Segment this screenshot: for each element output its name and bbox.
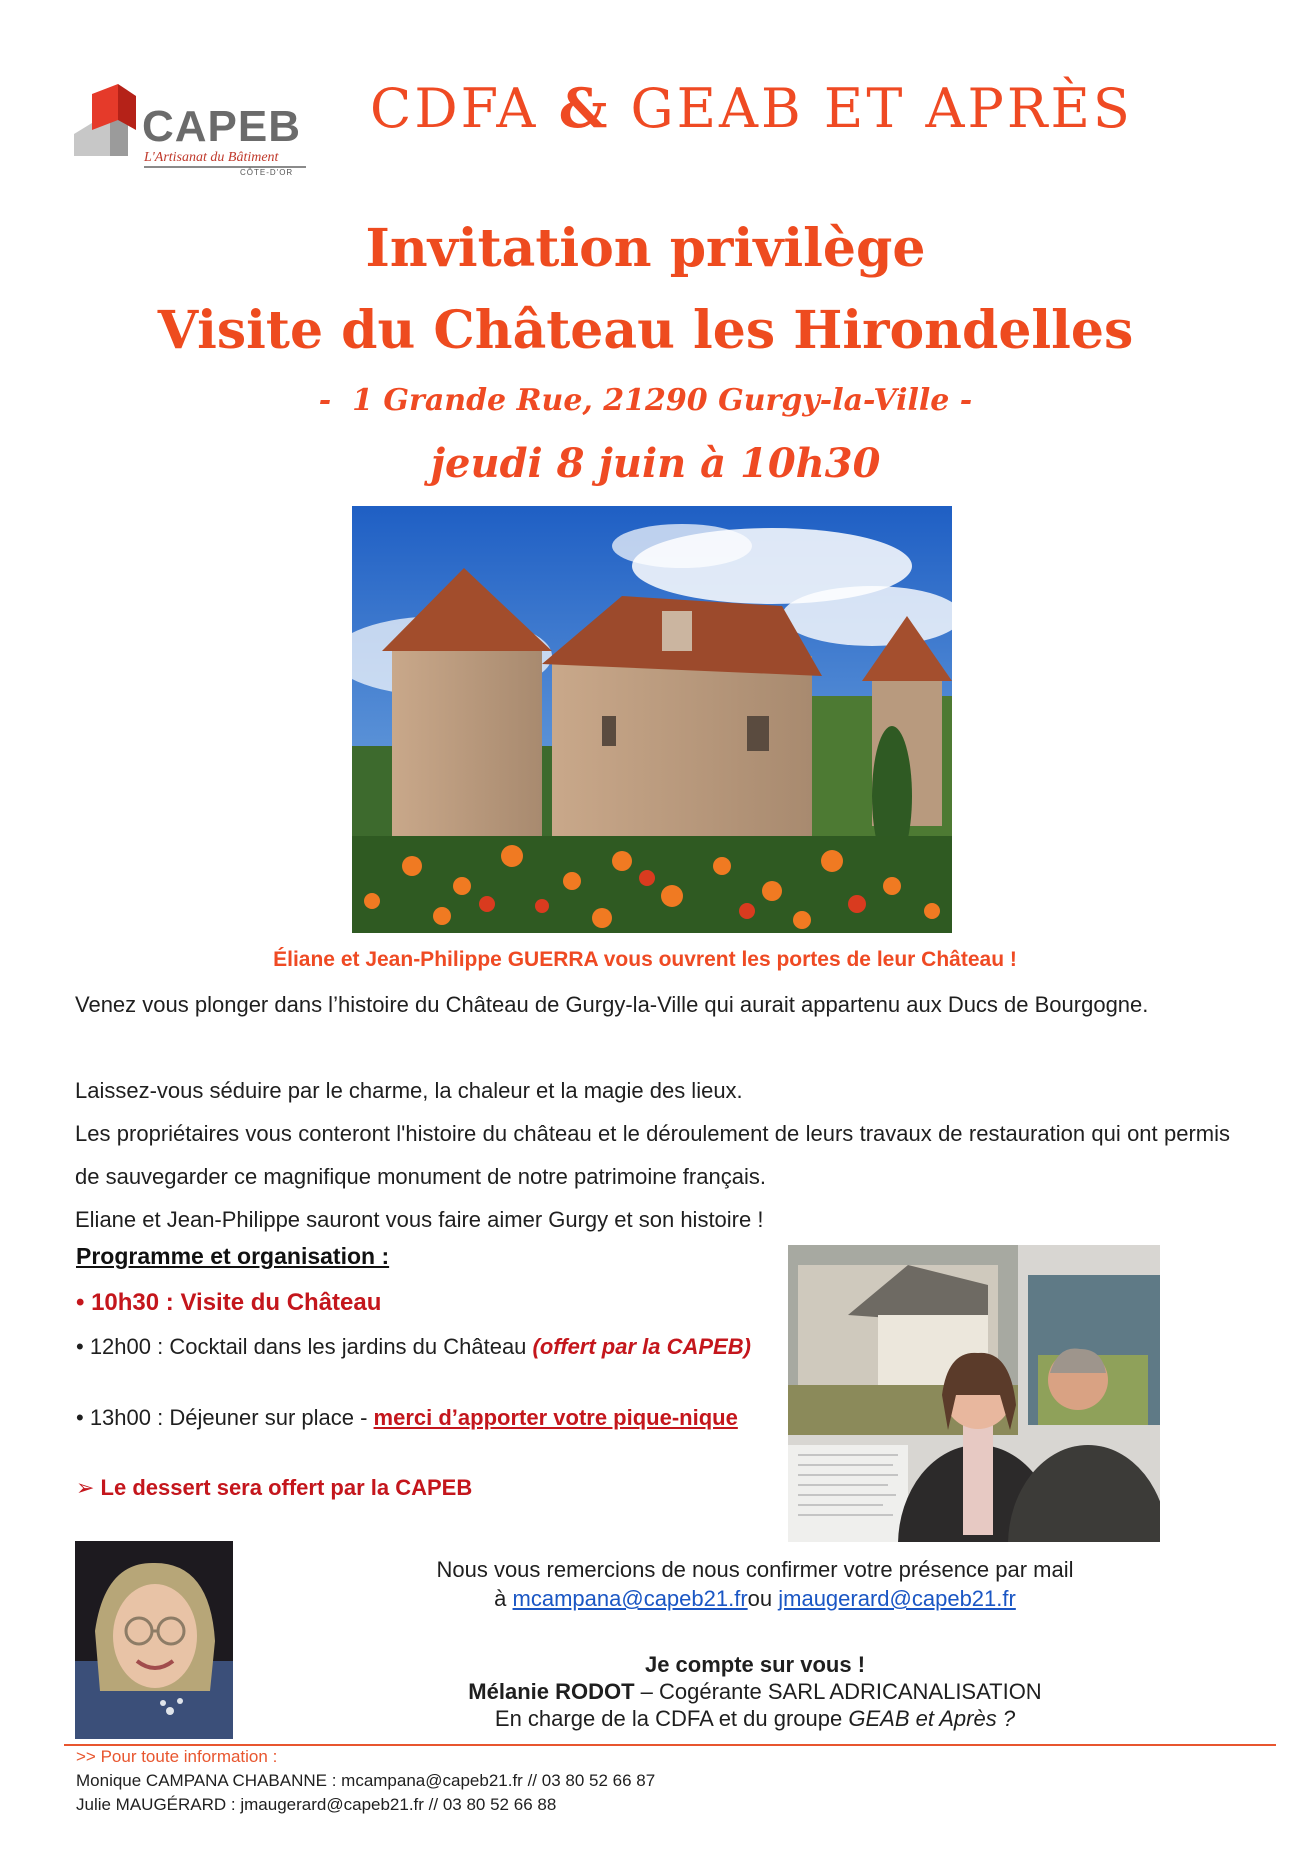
program-item-visit: • 10h30 : Visite du Château [76,1289,382,1316]
capeb-logo [70,84,300,184]
organizer-illustration [75,1541,233,1739]
paragraph-charm: Laissez-vous séduire par le charme, la chaleur et la magie des lieux. [75,1078,743,1103]
program-item-lunch-note: merci d’apporter votre pique-nique [373,1405,738,1430]
header-title [370,76,1250,156]
email-link-campana[interactable]: mcampana@capeb21.fr [512,1586,748,1611]
header-title-amp: & [558,76,611,140]
header-title-right: GEAB ET APRÈS [610,77,1133,140]
chateau-illustration [352,506,952,933]
program-item-cocktail [76,1332,766,1362]
header-title-left: CDFA [370,77,559,140]
event-date: jeudi 8 juin à 10h30 [430,440,881,487]
program-item-cocktail-text: • 12h00 : Cocktail dans les jardins du Château [76,1334,533,1359]
confirm-emails [320,1586,1190,1612]
email-link-maugerard[interactable]: jmaugerard@capeb21.fr [778,1586,1016,1611]
program-title: Programme et organisation : [76,1243,390,1269]
owners-photo [788,1245,1160,1542]
organizer-photo [75,1541,233,1739]
logo-tagline: L'Artisanat du Bâtiment [144,150,279,165]
confirm-prefix: à [494,1586,513,1611]
confirm-or: ou [747,1586,779,1611]
program-item-lunch-text: • 13h00 : Déjeuner sur place - [76,1405,374,1430]
logo-region: CÔTE-D'OR [240,168,294,177]
paragraph-history: Venez vous plonger dans l’histoire du Château de Gurgy-la-Ville qui aurait appartenu aux Ducs de Bourgogne. [75,992,1149,1017]
program-item-dessert: ➢ Le dessert sera offert par la CAPEB [76,1475,473,1500]
footer-heading: >> Pour toute information : [76,1747,278,1766]
logo-name: CAPEB [142,102,302,151]
hosts-line: Éliane et Jean-Philippe GUERRA vous ouvrent les portes de leur Château ! [273,948,1017,971]
owners-illustration [788,1245,1160,1542]
signer-role: – Cogérante SARL ADRICANALISATION [634,1679,1042,1704]
paragraph-gurgy: Eliane et Jean-Philippe sauront vous faire aimer Gurgy et son histoire ! [75,1207,764,1232]
program-item-lunch [76,1403,766,1433]
footer-contact-campana: Monique CAMPANA CHABANNE : mcampana@capeb21.fr // 03 80 52 66 87 [76,1771,656,1790]
program-item-cocktail-note: (offert par la CAPEB) [532,1334,751,1359]
signer-name: Mélanie RODOT [468,1679,635,1704]
invitation-title: Invitation privilège [365,218,926,279]
footer-divider [64,1744,1276,1746]
visit-title: Visite du Château les Hirondelles [157,300,1134,361]
charge-line [320,1706,1190,1732]
capeb-logo-mark [70,84,150,164]
paragraph-owners: Les propriétaires vous conteront l'histoire du château et le déroulement de leurs travaux de restauration qui ont permis de sauvegarder ce magnifique monument de notre patrimoine français. [75,1121,1230,1189]
chateau-photo [352,506,952,933]
address-line: - 1 Grande Rue, 21290 Gurgy-la-Ville - [318,383,973,418]
signoff: Je compte sur vous ! [644,1652,866,1677]
confirm-request: Nous vous remercions de nous confirmer votre présence par mail [436,1557,1074,1582]
charge-group: GEAB et Après ? [848,1706,1016,1731]
charge-text: En charge de la CDFA et du groupe [494,1706,849,1731]
footer-contact-maugerard: Julie MAUGÉRARD : jmaugerard@capeb21.fr // 03 80 52 66 88 [76,1795,557,1814]
signer-line [320,1679,1190,1705]
